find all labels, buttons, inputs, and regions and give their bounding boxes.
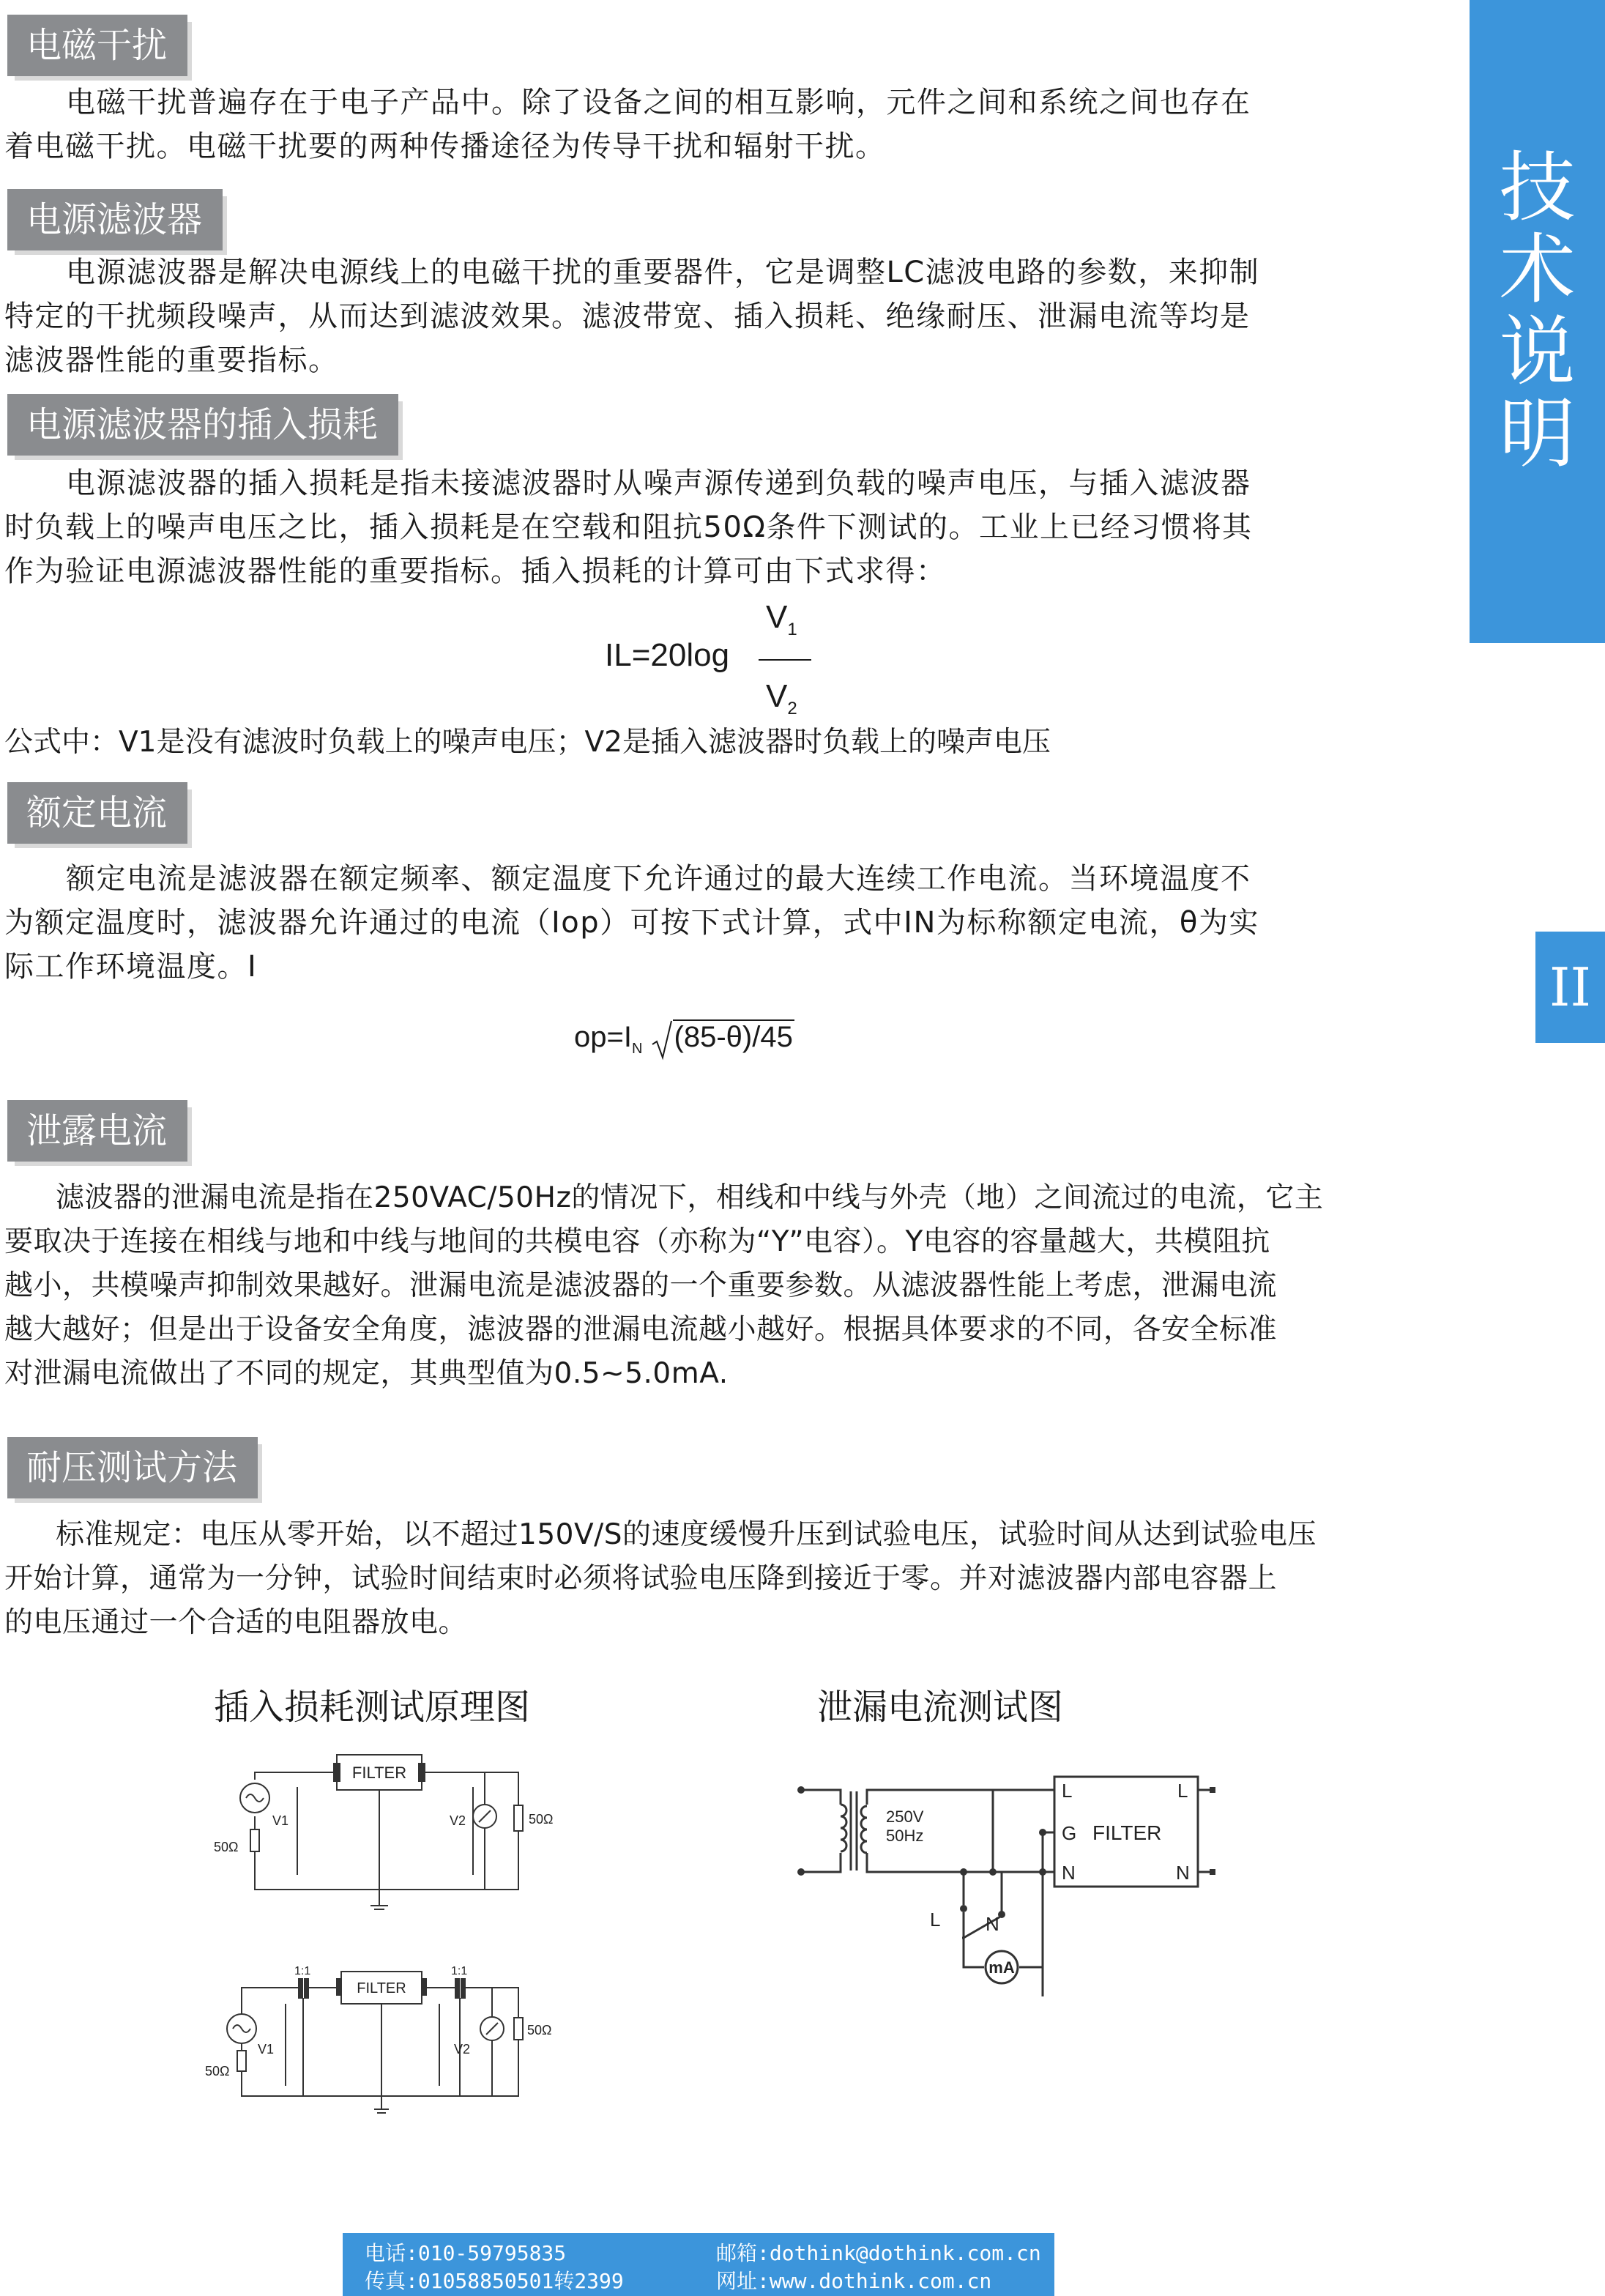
- paragraph-line: 作为验证电源滤波器性能的重要指标。插入损耗的计算可由下式求得：: [4, 554, 947, 588]
- paragraph-line: 额定电流是滤波器在额定频率、额定温度下允许通过的最大连续工作电流。当环境温度不: [66, 862, 1251, 896]
- source-resistor-label: 50Ω: [205, 2064, 230, 2078]
- formula-subscript: N: [631, 1041, 643, 1057]
- footer-fax: 传真:01058850501转2399: [365, 2269, 624, 2293]
- section-body-rated-current: [4, 857, 1396, 989]
- section-title-leakage-current: 泄露电流: [7, 1100, 187, 1162]
- section-body-insertion-loss: [4, 461, 1396, 593]
- formula-note: [4, 721, 1396, 765]
- section-body-emi: [4, 81, 1396, 168]
- section-title-hipot-test: 耐压测试方法: [7, 1437, 258, 1498]
- leakage-diagram-title: 泄漏电流测试图: [817, 1687, 1064, 1728]
- paragraph-line: 电源滤波器是解决电源线上的电磁干扰的重要器件，它是调整LC滤波电路的参数，来抑制: [66, 256, 1260, 289]
- formula-numerator: $V_1$: [766, 599, 797, 639]
- sqrt-icon: [651, 1019, 673, 1060]
- paragraph-line: 滤波器性能的重要指标。: [4, 343, 339, 377]
- insertion-loss-circuit-top: [205, 1743, 586, 1919]
- load-resistor-label: 50Ω: [529, 1812, 554, 1827]
- section-title-filter: 电源滤波器: [7, 189, 223, 250]
- source-resistor-label: 50Ω: [214, 1840, 239, 1854]
- input-pin-g-label: G: [1062, 1822, 1077, 1844]
- fraction-bar: [759, 659, 811, 661]
- footer-email[interactable]: 邮箱:dothink@dothink.com.cn: [716, 2241, 1041, 2265]
- paragraph-line: 为额定温度时，滤波器允许通过的电流（Iop）可按下式计算，式中IN为标称额定电流，θ为实: [4, 906, 1259, 940]
- formula-denominator: $V_2$: [766, 678, 797, 718]
- ammeter-label: mA: [988, 1958, 1015, 1977]
- load-resistor-label: 50Ω: [527, 2023, 552, 2037]
- v2-label: V2: [454, 2042, 471, 2057]
- output-pin-l-label: L: [1177, 1780, 1188, 1802]
- chapter-tab-char: 明: [1499, 389, 1576, 478]
- paragraph-line: 特定的干扰频段噪声，从而达到滤波效果。滤波带宽、插入损耗、绝缘耐压、泄漏电流等均是: [4, 300, 1251, 333]
- filter-label: FILTER: [357, 1980, 406, 1996]
- paragraph-line: 电源滤波器的插入损耗是指未接滤波器时从噪声源传递到负载的噪声电压，与插入滤波器: [66, 467, 1251, 500]
- section-title-emi: 电磁干扰: [7, 15, 187, 76]
- source-frequency-label: 50Hz: [886, 1827, 924, 1845]
- insertion-loss-formula: [605, 599, 824, 716]
- paragraph-line: 着电磁干扰。电磁干扰要的两种传播途径为传导干扰和辐射干扰。: [4, 130, 886, 163]
- paragraph-line: 电磁干扰普遍存在于电子产品中。除了设备之间的相互影响，元件之间和系统之间也存在: [66, 86, 1251, 119]
- paragraph-line: 的电压通过一个合适的电阻器放电。: [4, 1606, 468, 1639]
- v1-label: V1: [272, 1813, 289, 1828]
- section-body-filter: [4, 250, 1396, 382]
- filter-label: FILTER: [351, 1764, 407, 1782]
- chapter-number: II: [1535, 932, 1605, 1043]
- transformer-ratio-label: 1:1: [451, 1965, 468, 1977]
- paragraph-line: 越大越好；但是出于设备安全角度，滤波器的泄漏电流越小越好。根据具体要求的不同，各安全标准: [4, 1313, 1278, 1346]
- paragraph-line: 时负载上的噪声电压之比，插入损耗是在空载和阻抗50Ω条件下测试的。工业上已经习惯将其: [4, 510, 1253, 544]
- transformer-ratio-label: 1:1: [294, 1965, 311, 1977]
- paragraph-line: 际工作环境温度。I: [4, 950, 258, 984]
- source-voltage-label: 250V: [886, 1808, 924, 1826]
- section-title-insertion-loss: 电源滤波器的插入损耗: [7, 394, 398, 456]
- contact-footer: [343, 2233, 1054, 2296]
- insertion-loss-diagram-title: 插入损耗测试原理图: [214, 1687, 531, 1728]
- rated-current-formula: [574, 1019, 794, 1071]
- formula-note-text: 公式中：V1是没有滤波时负载上的噪声电压；V2是插入滤波器时负载上的噪声电压: [4, 726, 1051, 759]
- input-pin-l-label: L: [1062, 1780, 1073, 1802]
- section-title-rated-current: 额定电流: [7, 782, 187, 844]
- paragraph-line: 标准规定：电压从零开始，以不超过150V/S的速度缓慢升压到试验电压，试验时间从达到试验电压: [56, 1518, 1317, 1551]
- switch-n-label: N: [986, 1913, 999, 1935]
- footer-website[interactable]: 网址:www.dothink.com.cn: [716, 2269, 992, 2293]
- input-pin-n-label: N: [1062, 1862, 1076, 1884]
- chapter-tab-char: 术: [1499, 225, 1576, 314]
- leakage-current-circuit: [795, 1762, 1235, 2004]
- v1-label: V1: [258, 2042, 275, 2057]
- footer-phone: 电话:010-59795835: [365, 2241, 567, 2265]
- paragraph-line: 越小，共模噪声抑制效果越好。泄漏电流是滤波器的一个重要参数。从滤波器性能上考虑，泄漏电流: [4, 1269, 1278, 1302]
- formula-lhs: IL=20log: [605, 637, 730, 673]
- paragraph-line: 对泄漏电流做出了不同的规定，其典型值为0.5~5.0mA.: [4, 1357, 729, 1390]
- chapter-tab-title: [1470, 143, 1605, 478]
- filter-label: FILTER: [1092, 1821, 1162, 1844]
- paragraph-line: 滤波器的泄漏电流是指在250VAC/50Hz的情况下，相线和中线与外壳（地）之间流过的电流，它主: [56, 1181, 1324, 1214]
- insertion-loss-circuit-bottom: [205, 1963, 586, 2117]
- paragraph-line: 要取决于连接在相线与地和中线与地间的共模电容（亦称为“Y”电容）。Y电容的容量越大，共模阻抗: [4, 1225, 1270, 1258]
- formula-radicand: (85-θ)/45: [674, 1021, 793, 1053]
- formula-lhs: op=I: [574, 1021, 632, 1053]
- paragraph-line: 开始计算，通常为一分钟，试验时间结束时必须将试验电压降到接近于零。并对滤波器内部电容器上: [4, 1562, 1278, 1595]
- chapter-tab: [1470, 0, 1605, 643]
- chapter-tab-char: 说: [1499, 307, 1576, 396]
- section-body-hipot-test: [4, 1513, 1396, 1645]
- v2-label: V2: [450, 1813, 466, 1828]
- switch-l-label: L: [930, 1909, 941, 1931]
- section-body-leakage-current: [4, 1176, 1396, 1396]
- chapter-tab-char: 技: [1499, 143, 1576, 232]
- output-pin-n-label: N: [1176, 1862, 1190, 1884]
